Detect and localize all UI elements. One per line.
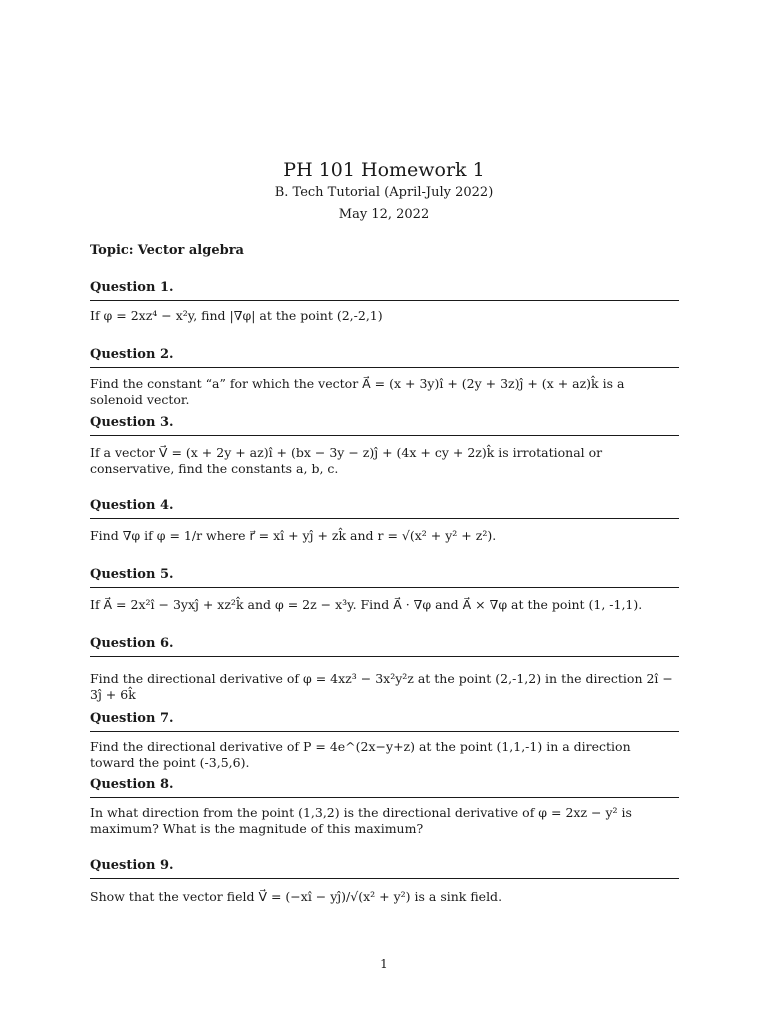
question-7-text: Find the directional derivative of P = 4e^(2x−y+z) at the point (1,1,-1) in a direction toward the point (-3,5,6). (90, 739, 631, 770)
question-4-text: Find ∇φ if φ = 1/r where r⃗ = xî + yĵ + zk̂ and r = √(x² + y² + z²). (90, 528, 497, 543)
question-1-text: If φ = 2xz⁴ − x²y, find |∇φ| at the point (2,-2,1) (90, 308, 383, 323)
question-1-heading: Question 1. (90, 279, 679, 301)
question-3-heading: Question 3. (90, 414, 679, 436)
question-6-text: Find the directional derivative of φ = 4xz³ − 3x²y²z at the point (2,-1,2) in the direction 2î − 3ĵ + 6k̂ (90, 671, 673, 702)
question-9-heading: Question 9. (90, 857, 679, 879)
question-7-heading: Question 7. (90, 710, 679, 732)
question-5-heading: Question 5. (90, 566, 679, 588)
topic-value: Vector algebra (137, 243, 244, 258)
page-number: 1 (380, 957, 388, 971)
question-2-text: Find the constant “a” for which the vector A⃗ = (x + 3y)î + (2y + 3z)ĵ + (x + az)k̂ is a solenoid vector. (90, 376, 625, 407)
question-2-heading: Question 2. (90, 346, 679, 368)
question-8-heading: Question 8. (90, 776, 679, 798)
question-9-text: Show that the vector field V⃗ = (−xî − yĵ)/√(x² + y²) is a sink field. (90, 889, 503, 904)
question-5-text: If A⃗ = 2x²î − 3yxĵ + xz²k̂ and φ = 2z − x³y. Find A⃗ · ∇φ and A⃗ × ∇φ at the point (1, -1,1). (90, 597, 643, 612)
topic-line (90, 242, 244, 260)
topic-label: Topic: (90, 243, 134, 258)
question-4-heading: Question 4. (90, 497, 679, 519)
document-subtitle: B. Tech Tutorial (April-July 2022) (274, 185, 494, 200)
question-8-text: In what direction from the point (1,3,2) is the directional derivative of φ = 2xz − y² is maximum? What is the magnitude of this maximum? (90, 805, 632, 836)
document-date: May 12, 2022 (338, 207, 430, 222)
document-title: PH 101 Homework 1 (283, 159, 485, 181)
question-3-text: If a vector V⃗ = (x + 2y + az)î + (bx − 3y − z)ĵ + (4x + cy + 2z)k̂ is irrotational or conservative, find the constants a, b, c. (90, 445, 603, 476)
question-6-heading: Question 6. (90, 635, 679, 657)
